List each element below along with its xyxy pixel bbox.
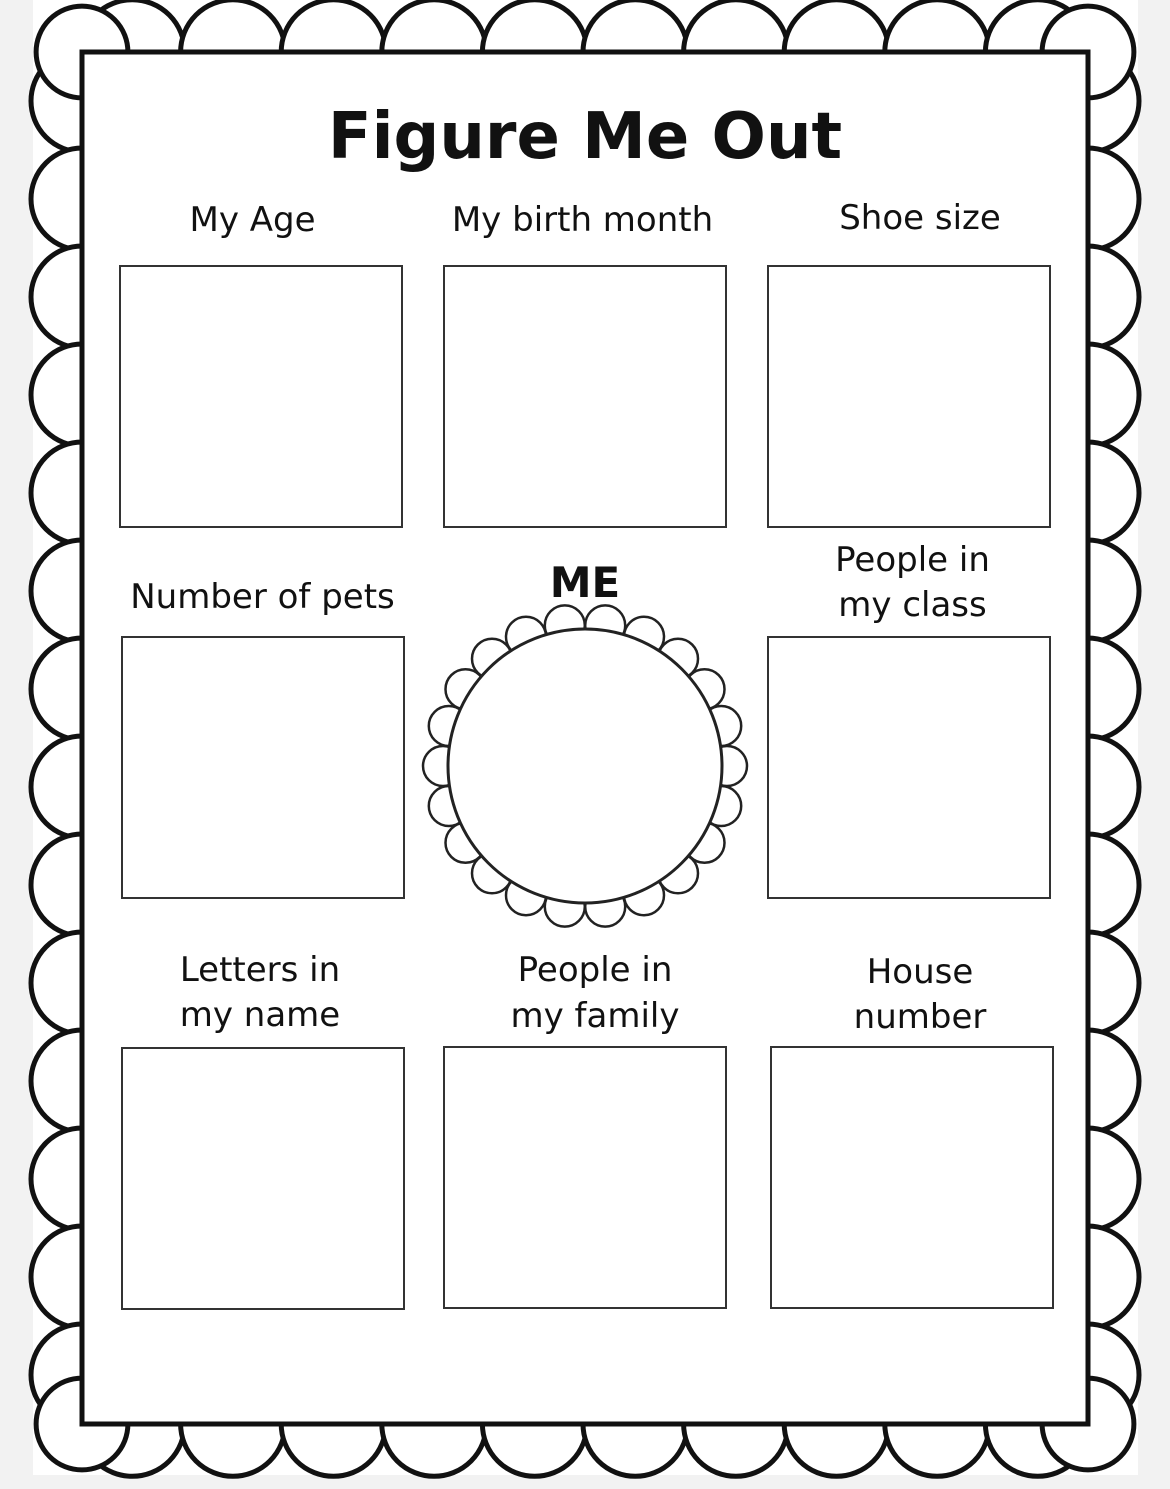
answer-box-house[interactable] (770, 1046, 1054, 1309)
answer-box-age[interactable] (119, 265, 403, 528)
answer-box-name-letters[interactable] (121, 1047, 405, 1310)
label-house-line2: number (853, 997, 987, 1037)
page-title: Figure Me Out (327, 100, 843, 174)
label-family-line1: People in (517, 950, 673, 990)
answer-box-birth-month[interactable] (443, 265, 727, 528)
answer-box-pets[interactable] (121, 636, 405, 899)
label-birth-month: My birth month (451, 200, 714, 240)
label-shoe-size: Shoe size (839, 198, 1001, 238)
label-house-line1: House (866, 952, 974, 992)
label-pets: Number of pets (130, 577, 395, 617)
label-class-line1: People in (835, 540, 990, 580)
me-label: ME (549, 558, 621, 607)
answer-box-shoe-size[interactable] (767, 265, 1051, 528)
label-age: My Age (189, 200, 316, 240)
answer-box-class[interactable] (767, 636, 1051, 899)
answer-box-family[interactable] (443, 1046, 727, 1309)
label-class-line2: my class (838, 585, 987, 625)
label-family-line2: my family (510, 996, 680, 1036)
me-circle (448, 629, 722, 903)
label-name-letters-line2: my name (179, 995, 341, 1035)
label-name-letters-line1: Letters in (179, 950, 341, 990)
